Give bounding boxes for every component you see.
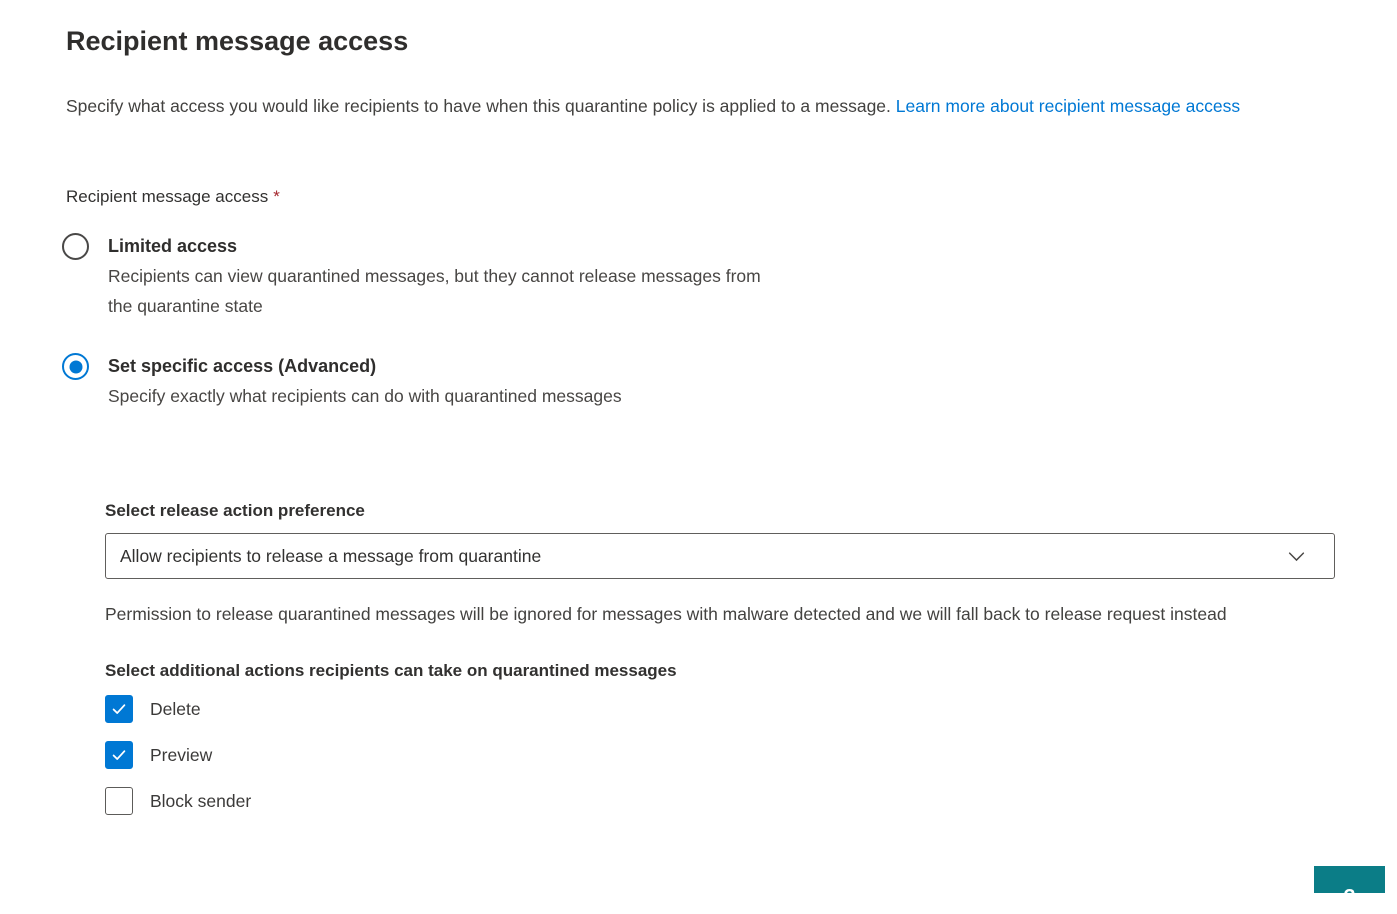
checkbox-row-block-sender[interactable] [105, 787, 1331, 815]
release-preference-dropdown[interactable] [105, 533, 1335, 579]
radio-label-set-specific-access[interactable]: Set specific access (Advanced) [108, 356, 377, 376]
radio-description-set-specific-access: Specify exactly what recipients can do with quarantined messages [108, 386, 622, 406]
radio-option-text [108, 351, 622, 411]
additional-actions-label: Select additional actions recipients can take on quarantined messages [105, 661, 677, 680]
checkbox-label-delete[interactable]: Delete [150, 698, 201, 719]
page-description [66, 92, 1331, 121]
advanced-access-section [105, 499, 1331, 815]
check-icon [110, 746, 128, 764]
radio-button-limited-access[interactable] [62, 233, 89, 260]
help-button[interactable] [1314, 866, 1385, 908]
question-mark-icon: ? [1343, 886, 1356, 908]
page-title: Recipient message access [66, 26, 409, 56]
radio-label-limited-access[interactable]: Limited access [108, 236, 238, 256]
checkbox-row-delete[interactable] [105, 695, 1331, 723]
release-preference-help-text: Permission to release quarantined messages will be ignored for messages with malware detected and we will fall back to release request instead [105, 604, 1227, 624]
required-asterisk: * [273, 187, 280, 206]
radio-description-limited-access: Recipients can view quarantined messages, but they cannot release messages from the quarantine state [108, 266, 761, 316]
radio-option-set-specific-access[interactable] [62, 351, 1331, 411]
radio-option-text [108, 231, 763, 321]
chevron-down-icon [1287, 547, 1306, 566]
radio-button-set-specific-access[interactable] [62, 353, 89, 380]
learn-more-link[interactable]: Learn more about recipient message access [895, 96, 1241, 116]
release-preference-label: Select release action preference [105, 501, 365, 520]
field-label-text: Recipient message access [66, 187, 269, 206]
checkbox-delete[interactable] [105, 695, 133, 723]
page-description-text: Specify what access you would like recipients to have when this quarantine policy is applied to a message. [66, 96, 896, 116]
check-icon [110, 700, 128, 718]
checkbox-preview[interactable] [105, 741, 133, 769]
checkbox-label-preview[interactable]: Preview [150, 744, 213, 765]
dropdown-selected-value: Allow recipients to release a message from quarantine [120, 545, 542, 566]
checkbox-block-sender[interactable] [105, 787, 133, 815]
radio-option-limited-access[interactable] [62, 231, 1331, 321]
checkbox-row-preview[interactable] [105, 741, 1331, 769]
checkbox-label-block-sender[interactable]: Block sender [150, 790, 252, 811]
recipient-access-field-label [66, 185, 1331, 209]
